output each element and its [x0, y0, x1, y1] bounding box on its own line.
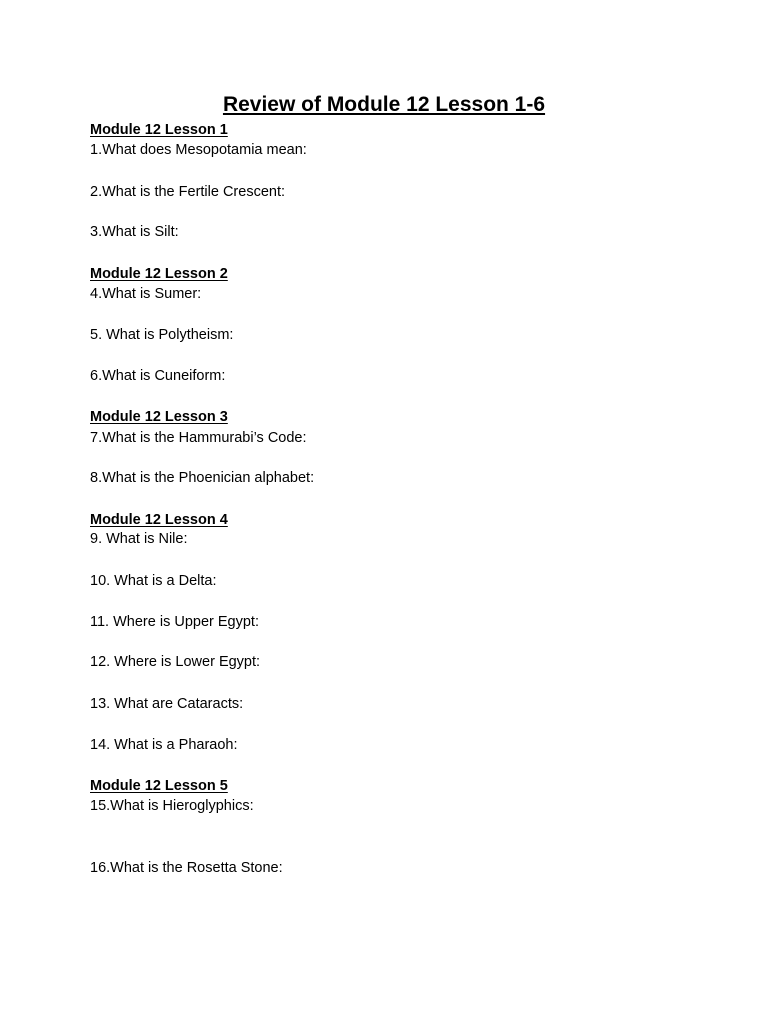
document-title: Review of Module 12 Lesson 1-6 — [222, 93, 546, 116]
section-heading-lesson-5: Module 12 Lesson 5 — [90, 778, 228, 794]
question-11: 11. Where is Upper Egypt: — [90, 614, 259, 630]
question-5: 5. What is Polytheism: — [90, 327, 234, 343]
section-heading-lesson-2: Module 12 Lesson 2 — [90, 266, 228, 282]
question-13: 13. What are Cataracts: — [90, 696, 244, 712]
question-9: 9. What is Nile: — [90, 531, 188, 547]
section-heading-lesson-1: Module 12 Lesson 1 — [90, 122, 228, 138]
question-7: 7.What is the Hammurabi’s Code: — [90, 430, 307, 446]
question-1: 1.What does Mesopotamia mean: — [90, 142, 307, 158]
question-3: 3.What is Silt: — [90, 224, 179, 240]
section-heading-lesson-4: Module 12 Lesson 4 — [90, 512, 228, 528]
question-15: 15.What is Hieroglyphics: — [90, 798, 254, 814]
question-6: 6.What is Cuneiform: — [90, 368, 226, 384]
section-heading-lesson-3: Module 12 Lesson 3 — [90, 409, 228, 425]
question-10: 10. What is a Delta: — [90, 573, 217, 589]
question-12: 12. Where is Lower Egypt: — [90, 654, 261, 670]
question-14: 14. What is a Pharaoh: — [90, 737, 238, 753]
question-2: 2.What is the Fertile Crescent: — [90, 184, 286, 200]
question-4: 4.What is Sumer: — [90, 286, 202, 302]
question-16: 16.What is the Rosetta Stone: — [90, 860, 283, 876]
question-8: 8.What is the Phoenician alphabet: — [90, 470, 315, 486]
